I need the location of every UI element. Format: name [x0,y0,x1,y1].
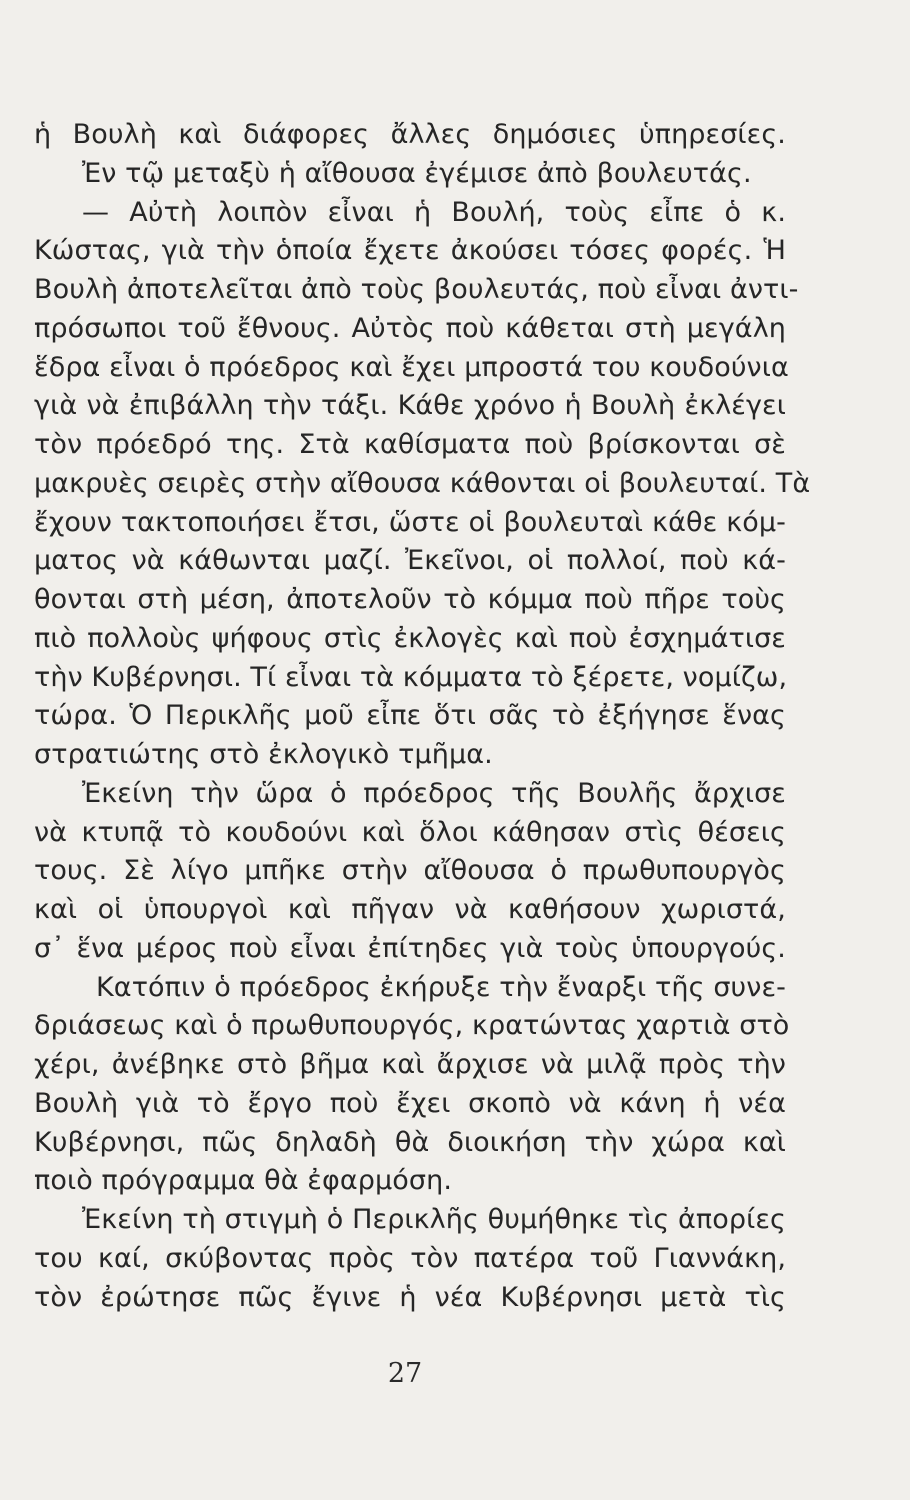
text-line-11: ἔχουν τακτοποιήσει ἔτσι, ὥστε οἱ βουλευταὶ κάθε κόμ- [34,506,786,538]
body-text [34,116,811,1317]
text-line-8: γιὰ νὰ ἐπιβάλλη τὴν τάξι. Κάθε χρόνο ἡ Βουλὴ ἐκλέγει [34,390,786,422]
text-line-16: τώρα. Ὁ Περικλῆς μοῦ εἶπε ὅτι σᾶς τὸ ἐξήγησε ἕνας [34,700,786,732]
text-line-17: στρατιώτης στὸ ἐκλογικὸ τμῆμα. [34,739,493,770]
text-line-18: Ἐκείνη τὴν ὥρα ὁ πρόεδρος τῆς Βουλῆς ἄρχισε [82,777,786,809]
text-line-22: σ᾽ ἕνα μέρος ποὺ εἶναι ἐπίτηδες γιὰ τοὺς ὑπουργούς. [34,932,786,964]
text-line-25: χέρι, ἀνέβηκε στὸ βῆμα καὶ ἄρχισε νὰ μιλᾷ πρὸς τὴν [34,1049,786,1080]
text-line-30: του καί, σκύβοντας πρὸς τὸν πατέρα τοῦ Γιαννάκη, [34,1242,786,1274]
text-line-20: τους. Σὲ λίγο μπῆκε στὴν αἴθουσα ὁ πρωθυπουργὸς [34,855,786,887]
text-line-7: ἕδρα εἶναι ὁ πρόεδρος καὶ ἔχει μπροστά του κουδούνια [34,351,789,383]
text-line-15: τὴν Κυβέρνησι. Τί εἶναι τὰ κόμματα τὸ ξέρετε, νομίζω, [34,661,788,693]
text-line-31: τὸν ἐρώτησε πῶς ἔγινε ἡ νέα Κυβέρνησι μετὰ τὶς [34,1281,786,1313]
text-line-9: τὸν πρόεδρό της. Στὰ καθίσματα ποὺ βρίσκονται σὲ [34,429,786,460]
text-line-23: Κατόπιν ὁ πρόεδρος ἐκήρυξε τὴν ἔναρξι τῆς συνε- [96,971,786,1003]
text-line-28: ποιὸ πρόγραμμα θὰ ἐφαρμόση. [34,1165,453,1197]
text-line-5: Βουλὴ ἀποτελεῖται ἀπὸ τοὺς βουλευτάς, ποὺ εἶναι ἀντι- [34,274,799,305]
page-number: 27 [387,1358,423,1389]
text-line-21: καὶ οἱ ὑπουργοὶ καὶ πῆγαν νὰ καθήσουν χωριστά, [34,894,786,925]
text-line-26: Βουλὴ γιὰ τὸ ἔργο ποὺ ἔχει σκοπὸ νὰ κάνη ἡ νέα [34,1087,786,1119]
text-line-4: Κώστας, γιὰ τὴν ὁποία ἔχετε ἀκούσει τόσες φορές. Ἡ [34,235,786,267]
text-line-24: δριάσεως καὶ ὁ πρωθυπουργός, κρατώντας χαρτιὰ στὸ [34,1010,790,1042]
text-line-19: νὰ κτυπᾷ τὸ κουδούνι καὶ ὅλοι κάθησαν στὶς θέσεις [34,816,786,848]
text-line-10: μακρυὲς σειρὲς στὴν αἴθουσα κάθονται οἱ βουλευταί. Τὰ [34,467,811,499]
text-line-13: θονται στὴ μέση, ἀποτελοῦν τὸ κόμμα ποὺ πῆρε τοὺς [34,584,786,615]
text-line-27: Κυβέρνησι, πῶς δηλαδὴ θὰ διοικήση τὴν χώρα καὶ [34,1126,786,1158]
text-line-14: πιὸ πολλοὺς ψήφους στὶς ἐκλογὲς καὶ ποὺ ἐσχημάτισε [34,622,786,654]
text-line-29: Ἐκείνη τὴ στιγμὴ ὁ Περικλῆς θυμήθηκε τὶς ἀπορίες [82,1204,786,1235]
text-line-12: ματος νὰ κάθωνται μαζί. Ἐκεῖνοι, οἱ πολλοί, ποὺ κά- [34,545,786,577]
text-line-2: Ἐν τῷ μεταξὺ ἡ αἴθουσα ἐγέμισε ἀπὸ βουλευτάς. [82,157,752,189]
text-line-3: — Αὐτὴ λοιπὸν εἶναι ἡ Βουλή, τοὺς εἶπε ὁ κ. [82,196,786,228]
text-line-6: πρόσωποι τοῦ ἔθνους. Αὐτὸς ποὺ κάθεται στὴ μεγάλη [34,312,786,344]
text-line-1: ἡ Βουλὴ καὶ διάφορες ἄλλες δημόσιες ὑπηρεσίες. [34,119,786,150]
